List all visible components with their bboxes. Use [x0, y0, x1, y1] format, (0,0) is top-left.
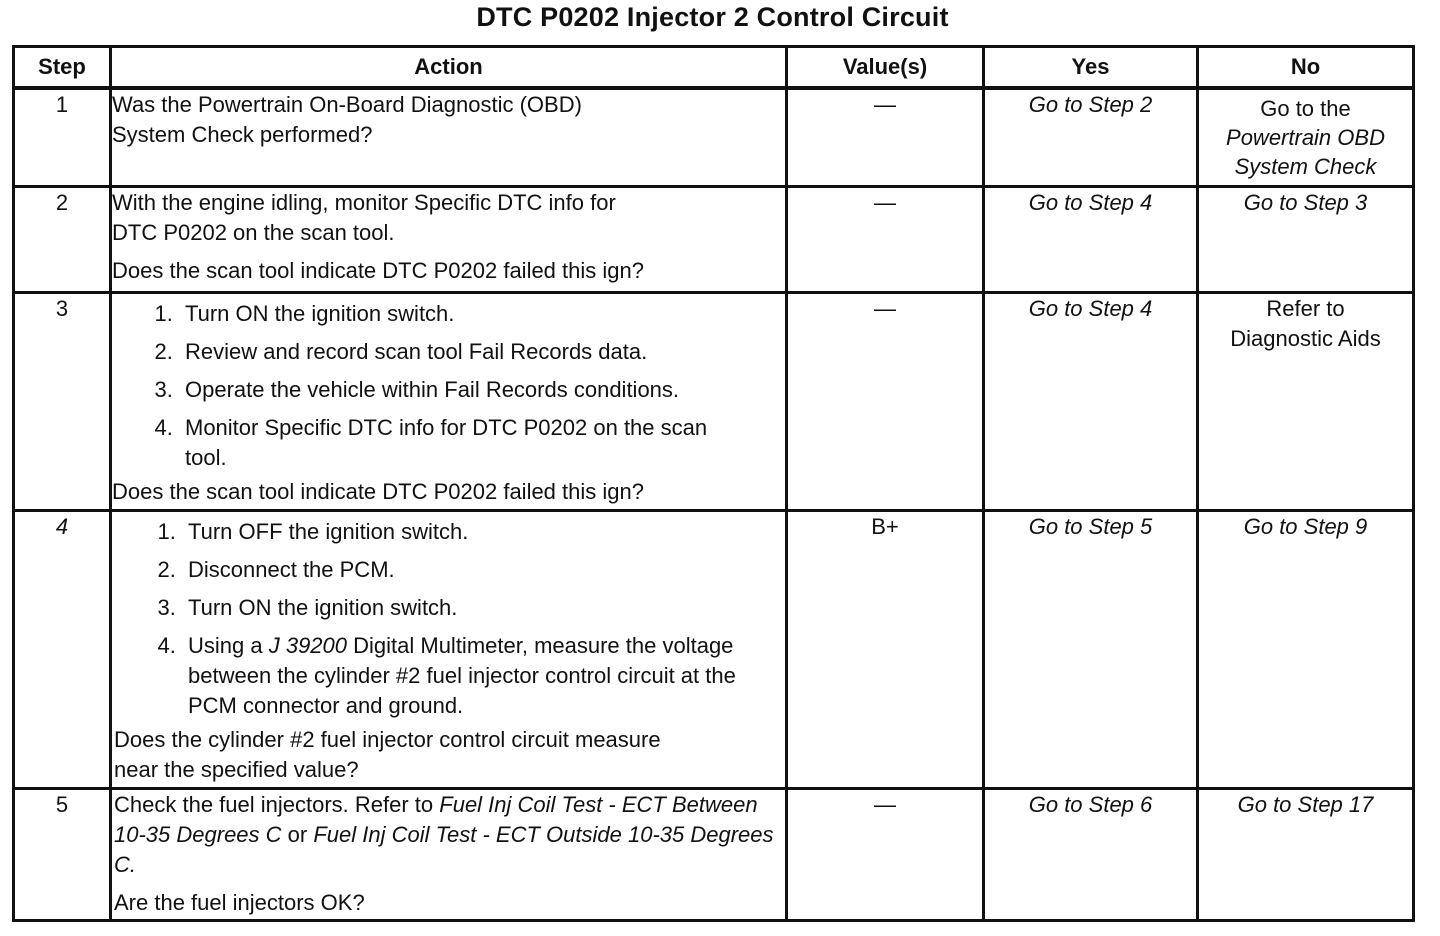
step-number: 3	[14, 292, 111, 510]
procedure-item: 3. Operate the vehicle within Fail Records conditions.	[179, 375, 785, 405]
procedure-list	[112, 299, 785, 473]
action-text: or	[281, 821, 314, 847]
header-row	[14, 47, 1414, 89]
page-title: DTC P0202 Injector 2 Control Circuit	[476, 2, 949, 32]
no-cell: Go to Step 3	[1198, 186, 1414, 292]
no-text: Refer to	[1266, 295, 1345, 321]
procedure-item: 1. Turn ON the ignition switch.	[179, 299, 785, 329]
question-text: Does the scan tool indicate DTC P0202 failed this ign?	[112, 257, 644, 283]
no-reference: Powertrain OBD	[1226, 124, 1385, 150]
action-cell	[111, 186, 787, 292]
test-reference: Fuel Inj Coil Test - ECT Outside 10-35 Degrees C.	[114, 821, 774, 877]
yes-cell: Go to Step 5	[984, 510, 1198, 788]
value-cell: —	[787, 186, 984, 292]
header-no: No	[1198, 47, 1414, 89]
yes-cell: Go to Step 4	[984, 186, 1198, 292]
yes-cell: Go to Step 4	[984, 292, 1198, 510]
action-text: System Check performed?	[112, 122, 373, 147]
question-text: Does the cylinder #2 fuel injector control circuit measure	[114, 726, 661, 752]
procedure-text: Using a	[188, 632, 269, 658]
action-text: With the engine idling, monitor Specific DTC info for	[112, 189, 616, 215]
no-text: Diagnostic Aids	[1230, 325, 1381, 351]
no-cell	[1198, 292, 1414, 510]
value-cell: —	[787, 788, 984, 920]
value-cell: B+	[787, 510, 984, 788]
value-cell: —	[787, 88, 984, 186]
action-text: DTC P0202 on the scan tool.	[112, 219, 395, 245]
action-cell	[111, 510, 787, 788]
table-row	[14, 292, 1414, 510]
step-number: 5	[14, 788, 111, 920]
value-cell: —	[787, 292, 984, 510]
question-text: Are the fuel injectors OK?	[114, 889, 365, 915]
step-number: 1	[14, 88, 111, 186]
action-text: Check the fuel injectors. Refer to	[114, 791, 440, 817]
procedure-item: 2. Review and record scan tool Fail Records data.	[179, 337, 785, 367]
procedure-text: Digital Multimeter, measure the voltage between the cylinder #2 fuel injector control circuit at the PCM connector and ground.	[188, 632, 736, 718]
table-row	[14, 788, 1414, 920]
procedure-item: 3. Turn ON the ignition switch.	[182, 593, 785, 623]
test-reference: Fuel Inj Coil Test - ECT Between 10-35 Degrees C	[114, 791, 758, 847]
procedure-item: 4. Monitor Specific DTC info for DTC P0202 on the scan tool.	[179, 413, 785, 473]
no-text: Go to the	[1260, 95, 1351, 121]
yes-cell: Go to Step 6	[984, 788, 1198, 920]
header-values: Value(s)	[787, 47, 984, 89]
no-cell: Go to Step 17	[1198, 788, 1414, 920]
action-cell	[111, 788, 787, 920]
action-cell	[111, 292, 787, 510]
procedure-item: 2. Disconnect the PCM.	[182, 555, 785, 585]
table-row	[14, 88, 1414, 186]
procedure-list	[114, 517, 785, 721]
question-text: near the specified value?	[114, 756, 359, 782]
action-text: Was the Powertrain On-Board Diagnostic (OBD)	[112, 92, 582, 117]
procedure-item: 1. Turn OFF the ignition switch.	[182, 517, 785, 547]
table-row	[14, 186, 1414, 292]
header-action: Action	[111, 47, 787, 89]
procedure-item	[182, 631, 785, 721]
yes-cell: Go to Step 2	[984, 88, 1198, 186]
no-cell: Go to Step 9	[1198, 510, 1414, 788]
step-number: 4	[14, 510, 111, 788]
tool-reference: J 39200	[268, 632, 348, 658]
action-paragraph	[114, 790, 785, 880]
action-cell	[111, 88, 787, 186]
table-row	[14, 510, 1414, 788]
header-step: Step	[14, 47, 111, 89]
question-text: Does the scan tool indicate DTC P0202 failed this ign?	[112, 478, 644, 504]
no-cell	[1198, 88, 1414, 186]
step-number: 2	[14, 186, 111, 292]
header-yes: Yes	[984, 47, 1198, 89]
diagnostic-table	[12, 45, 1415, 922]
no-reference: System Check	[1234, 153, 1377, 179]
